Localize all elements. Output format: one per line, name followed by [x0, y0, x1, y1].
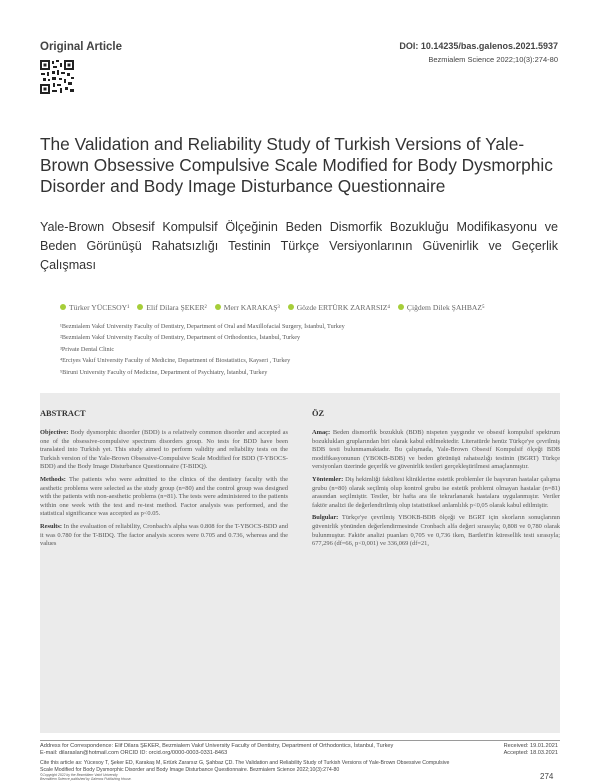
article-title-english: The Validation and Reliability Study of Turkish Versions of Yale-Brown Obsessive Compulsive Scale Modified for Body Dysmorphic Disorder and Body Image Disturbance Questionnaire: [40, 134, 553, 196]
qr-code-icon: [40, 60, 74, 94]
orcid-icon[interactable]: [215, 304, 221, 310]
affiliation-list: [60, 321, 560, 378]
article-title-turkish: Yale-Brown Obsesif Kompulsif Ölçeğinin Beden Dismorfik Bozukluğu Modifikasyonu ve Beden Görünüşü Rahatsızlığı Testinin Türkçe Versiyonlarının Güvenirlik ve Geçerlik Çalışması: [40, 220, 558, 272]
author[interactable]: Çiğdem Dilek ŞAHBAZ⁵: [398, 303, 485, 312]
affiliation: ³Private Dental Clinic: [60, 345, 115, 353]
citation-text: Cite this article as: Yücesoy T, Şeker ED, Karakaş M, Ertürk Zararsız G, Şahbaz ÇD. The Validation and Reliability Study of Turkish Versions of Yale-Brown Obsessive Compulsive Scale Modified for Body Dysmorphic Disorder and Body Image Disturbance Questionnaire. Bezmialem Science 2022;10(3):274-80: [40, 760, 450, 773]
affiliation: ¹Bezmialem Vakıf University Faculty of Dentistry, Department of Oral and Maxillofacial Surgery, İstanbul, Turkey: [60, 323, 345, 330]
page-number: 274: [540, 772, 554, 781]
author[interactable]: Gözde ERTÜRK ZARARSIZ⁴: [288, 303, 390, 312]
correspondence-email[interactable]: E-mail: dilaraslan@hotmail.com ORCID ID: orcid.org/0000-0003-0331-8463: [40, 750, 228, 757]
affiliation: ⁴Erciyes Vakıf University Faculty of Medicine, Department of Biostatistics, Kayseri , Turkey: [60, 357, 291, 365]
author[interactable]: Merr KARAKAŞ³: [215, 303, 280, 312]
orcid-icon[interactable]: [398, 304, 404, 310]
copyright-notice: ©Copyright 2022 by the Bezmiâlem Vakıf University Bezmiâlem Science published by Galenos Publishing House.: [40, 773, 132, 781]
received-date: Received: 19.01.2021: [503, 743, 558, 749]
abstract-body: Objective: Body dysmorphic disorder (BDD) is a relatively common disorder and accepted as one of the obsessive-compulsive spectrum disorders group. No tests for BDD have been translated into Turkish yet. This study aimed to perform validity and reliability tests on the Turkish version of the Yale-Brown Obsessive-Compulsive Scale Modified for BDD (T-YBOCS-BDD) and the Body Image Disturbance Questionnaire (T-BIDQ). Methods: The patients who were admitted to the clinics of the dentistry faculty with the aesthetic problems were selected as the study group (n=80) and the control group was designed with the patients with non-aesthetic problems (n=81). The tests were administered to the patients within one week with the test and re-test method. Factor analysis was performed, and the statistical significance was accepted as p<0.05. Results: In the evaluation of reliability, Cronbach's alpha was 0.808 for the T-YBOCS-BDD and it was 0.780 for the T-BIDQ. The factor analysis scores were 0.705 and 0.736, whereas and the values: [40, 429, 288, 548]
correspondence-address: Address for Correspondence: Elif Dilara ŞEKER, Bezmialem Vakıf University Faculty of Dentistry, Department of Orthodontics, İstanbul, Turkey: [40, 743, 394, 749]
abstract-box: [40, 393, 560, 733]
orcid-icon[interactable]: [60, 304, 66, 310]
affiliation: ⁵Biruni University Faculty of Medicine, Department of Psychiatry, İstanbul, Turkey: [60, 368, 268, 376]
oz-body: Amaç: Beden dismorfik bozukluk (BDB) nispeten yaygındır ve obsesif kompulsif spektrum bozuklukları gruplarından biri olarak kabul edilmektedir. Literatürde henüz Türkçe'ye çevrilmiş BDB testi bulunmamaktadır. Bu çalışmada, Yale-Brown Obsesif Kompulsif ölçeği BDB modifikasyonunun (YBOKB-BDB) ve beden görünüşü rahatsızlığı testinin (BGRT) Türkçe versiyonları üzerinde geçerlik ve güvenirlik testleri gerçekleştirilmesi amaçlanmıştır. Yöntemler: Diş hekimliği fakültesi kliniklerine estetik problemler ile başvuran hastalar çalışma grubu (n=80) olarak seçilmiş olup kontrol grubu ise estetik problemi olmayan hastalar (n=81) arasından seçilmiştir. Testler, bir hafta ara ile tekrarlanarak hastalara uygulanmıştır. Veriler faktör analizi ile değerlendirilmiş olup istatistiksel anlamlılık p<0,05 olarak kabul edilmiştir. Bulgular: Türkçe'ye çevrilmiş YBOKB-BDB ölçeği ve BGRT için skorların sonuçlarının güvenirlik yönünden değerlendirmesinde Cronbach alfa değeri sırasıyla; 0,808 ve 0,780 olarak bulunmuştur. Faktör analizi puanları 0,705 ve 0,736 iken, Bartlett'in küresellik testi sırasıyla; 677,296 (df=66, p<0,001) ve 336,069 (df=21,: [312, 429, 560, 548]
citation-block: [40, 760, 460, 773]
abstract-heading: ABSTRACT: [40, 409, 86, 418]
accepted-date: Accepted: 18.03.2021: [503, 750, 558, 757]
orcid-icon[interactable]: [137, 304, 143, 310]
correspondence-block: [40, 743, 460, 758]
affiliation: ²Bezmialem Vakıf University Faculty of Dentistry, Department of Orthodontics, İstanbul, Turkey: [60, 334, 301, 342]
journal-reference: Bezmialem Science 2022;10(3):274-80: [428, 55, 558, 64]
author[interactable]: Elif Dilara ŞEKER²: [137, 303, 206, 312]
footer-divider: [40, 740, 560, 741]
author-list: [60, 303, 560, 312]
submission-dates: [504, 743, 558, 758]
author[interactable]: Türker YÜCESOY¹: [60, 303, 129, 312]
oz-heading: ÖZ: [312, 409, 325, 418]
article-type: Original Article: [40, 41, 123, 53]
orcid-icon[interactable]: [288, 304, 294, 310]
doi[interactable]: DOI: 10.14235/bas.galenos.2021.5937: [399, 41, 558, 51]
